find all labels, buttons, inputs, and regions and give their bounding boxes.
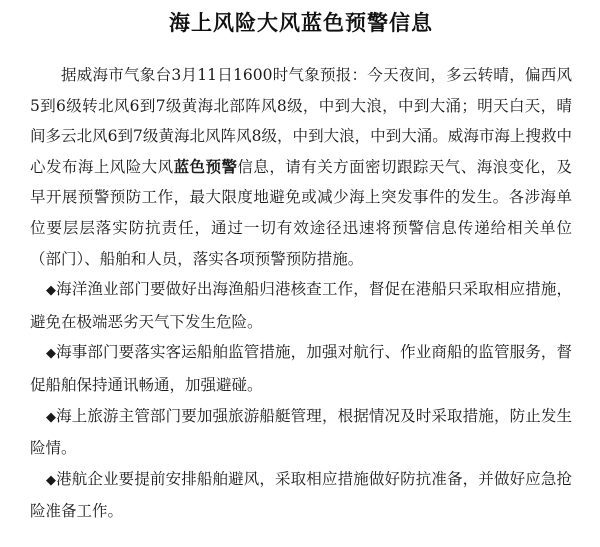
bullet-item-text: 海洋渔业部门要做好出海渔船归港核查工作，督促在港船只采取相应措施，避免在极端恶劣天气下发生危险。 bbox=[30, 280, 572, 331]
document-title: 海上风险大风蓝色预警信息 bbox=[169, 11, 433, 35]
bullet-item-maritime bbox=[30, 337, 572, 400]
main-paragraph-text-before: 据威海市气象台3月11日1600时气象预报：今天夜间，多云转晴，偏西风5到6级转北风6到7级黄海北部阵风8级，中到大浪，中到大涌；明天白天，晴间多云北风6到7级黄海北风阵风8级，中到大浪，中到大涌。威海市海上搜救中心发布海上风险大风 bbox=[30, 66, 572, 176]
diamond-icon: ◆ bbox=[46, 472, 56, 488]
bullet-item-shipping bbox=[30, 464, 572, 527]
document-body bbox=[30, 60, 572, 527]
bullet-item-fishery bbox=[30, 274, 572, 337]
main-paragraph bbox=[30, 60, 572, 274]
diamond-icon: ◆ bbox=[46, 346, 56, 362]
diamond-icon: ◆ bbox=[46, 283, 56, 299]
bullet-item-text: 海上旅游主管部门要加强旅游船艇管理，根据情况及时采取措施，防止发生险情。 bbox=[30, 406, 572, 458]
main-paragraph-emphasis: 蓝色预警 bbox=[173, 156, 238, 176]
main-paragraph-text-after: 信息，请有关方面密切跟踪天气、海浪变化，及早开展预警预防工作，最大限度地避免或减少海上突发事件的发生。各涉海单位要层层落实防抗责任，通过一切有效途径迅速将预警信息传递给相关单位（部门）、船舶和人员，落实各项预警预防措施。 bbox=[30, 157, 572, 268]
diamond-icon: ◆ bbox=[46, 409, 56, 425]
bullet-item-text: 港航企业要提前安排船舶避风，采取相应措施做好防抗准备，并做好应急抢险准备工作。 bbox=[30, 469, 572, 521]
bullet-item-tourism bbox=[30, 401, 572, 464]
bullet-item-text: 海事部门要落实客运船舶监管措施，加强对航行、作业商船的监管服务，督促船舶保持通讯畅通，加强避碰。 bbox=[30, 343, 572, 394]
